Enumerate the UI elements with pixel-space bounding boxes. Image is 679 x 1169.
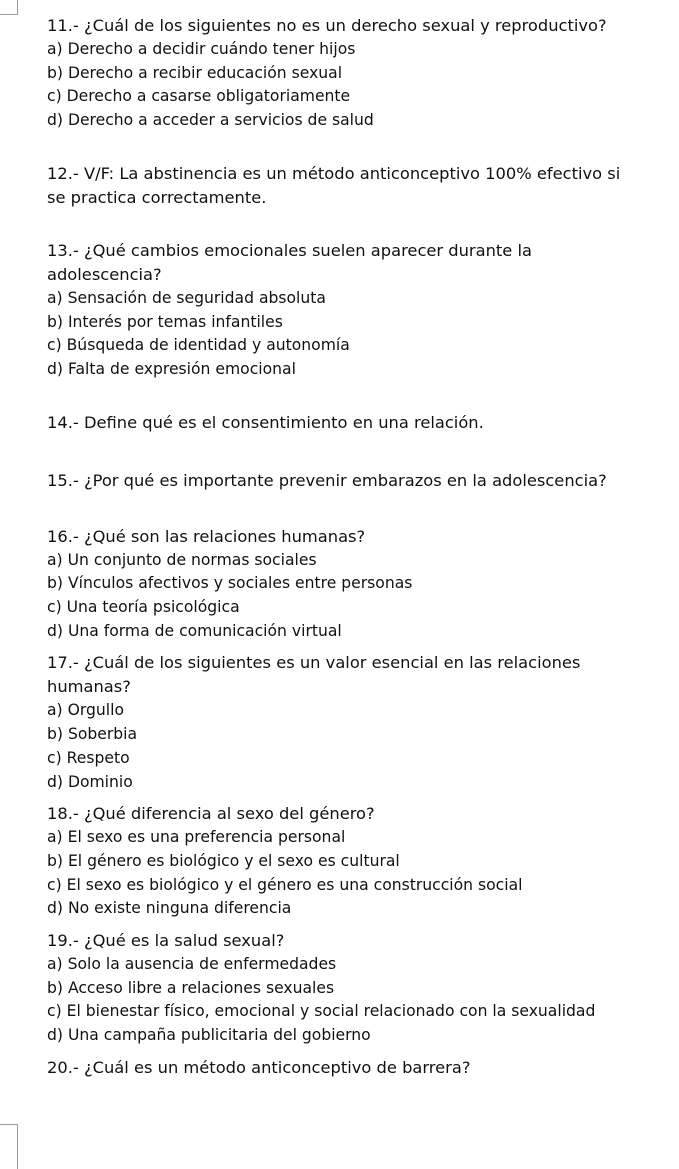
question-19: [47, 929, 679, 1048]
option-b: b) Soberbia: [47, 725, 138, 744]
question-13: [47, 239, 679, 382]
question-11: [47, 14, 679, 133]
option-d: d) Una forma de comunicación virtual: [47, 621, 342, 640]
question-title: 19.- ¿Qué es la salud sexual?: [47, 931, 285, 951]
question-15: [47, 469, 679, 493]
question-17: [47, 651, 679, 794]
question-title-line-2: se practica correctamente.: [47, 187, 267, 207]
option-a: a) Solo la ausencia de enfermedades: [47, 955, 337, 974]
question-title: 17.- ¿Cuál de los siguientes es un valor esencial en las relaciones humanas?: [47, 653, 581, 697]
option-a: a) Derecho a decidir cuándo tener hijos: [47, 40, 356, 58]
option-a: a) Un conjunto de normas sociales: [47, 550, 317, 569]
question-12: [47, 162, 679, 210]
option-c: c) El sexo es biológico y el género es una construcción social: [47, 875, 523, 894]
option-b: b) Vínculos afectivos y sociales entre personas: [47, 574, 413, 593]
option-c: c) Respeto: [47, 748, 130, 767]
option-a: a) Orgullo: [47, 701, 124, 720]
question-title: 14.- Define qué es el consentimiento en una relación.: [47, 412, 484, 432]
question-20: [47, 1056, 679, 1080]
option-b: b) Interés por temas infantiles: [47, 312, 283, 331]
option-c: c) Derecho a casarse obligatoriamente: [47, 87, 351, 106]
question-14: [47, 411, 679, 435]
question-title: 16.- ¿Qué son las relaciones humanas?: [47, 526, 366, 546]
document-body: [47, 14, 679, 1080]
question-title: 13.- ¿Qué cambios emocionales suelen aparecer durante la adolescencia?: [47, 240, 532, 284]
option-d: d) Dominio: [47, 772, 133, 791]
option-b: b) Derecho a recibir educación sexual: [47, 63, 343, 82]
question-title: 11.- ¿Cuál de los siguientes no es un derecho sexual y reproductivo?: [47, 16, 607, 35]
option-a: a) Sensación de seguridad absoluta: [47, 288, 326, 307]
crop-corner-top: [0, 0, 18, 15]
option-c: c) Una teoría psicológica: [47, 598, 240, 617]
question-18: [47, 802, 679, 921]
option-c: c) Búsqueda de identidad y autonomía: [47, 336, 350, 355]
question-title: 20.- ¿Cuál es un método anticonceptivo de barrera?: [47, 1057, 471, 1077]
question-title-line-1: 12.- V/F: La abstinencia es un método anticonceptivo 100% efectivo si: [47, 163, 621, 183]
option-d: d) Una campaña publicitaria del gobierno: [47, 1026, 371, 1045]
question-16: [47, 525, 679, 644]
option-d: d) No existe ninguna diferencia: [47, 899, 292, 918]
question-title: 18.- ¿Qué diferencia al sexo del género?: [47, 804, 375, 824]
option-a: a) El sexo es una preferencia personal: [47, 828, 346, 847]
option-c: c) El bienestar físico, emocional y social relacionado con la sexualidad: [47, 1002, 596, 1021]
option-b: b) El género es biológico y el sexo es cultural: [47, 851, 400, 870]
crop-corner-bottom: [0, 1124, 18, 1169]
option-d: d) Falta de expresión emocional: [47, 359, 296, 378]
option-d: d) Derecho a acceder a servicios de salud: [47, 111, 374, 130]
question-title: 15.- ¿Por qué es importante prevenir embarazos en la adolescencia?: [47, 470, 607, 490]
option-b: b) Acceso libre a relaciones sexuales: [47, 978, 335, 997]
